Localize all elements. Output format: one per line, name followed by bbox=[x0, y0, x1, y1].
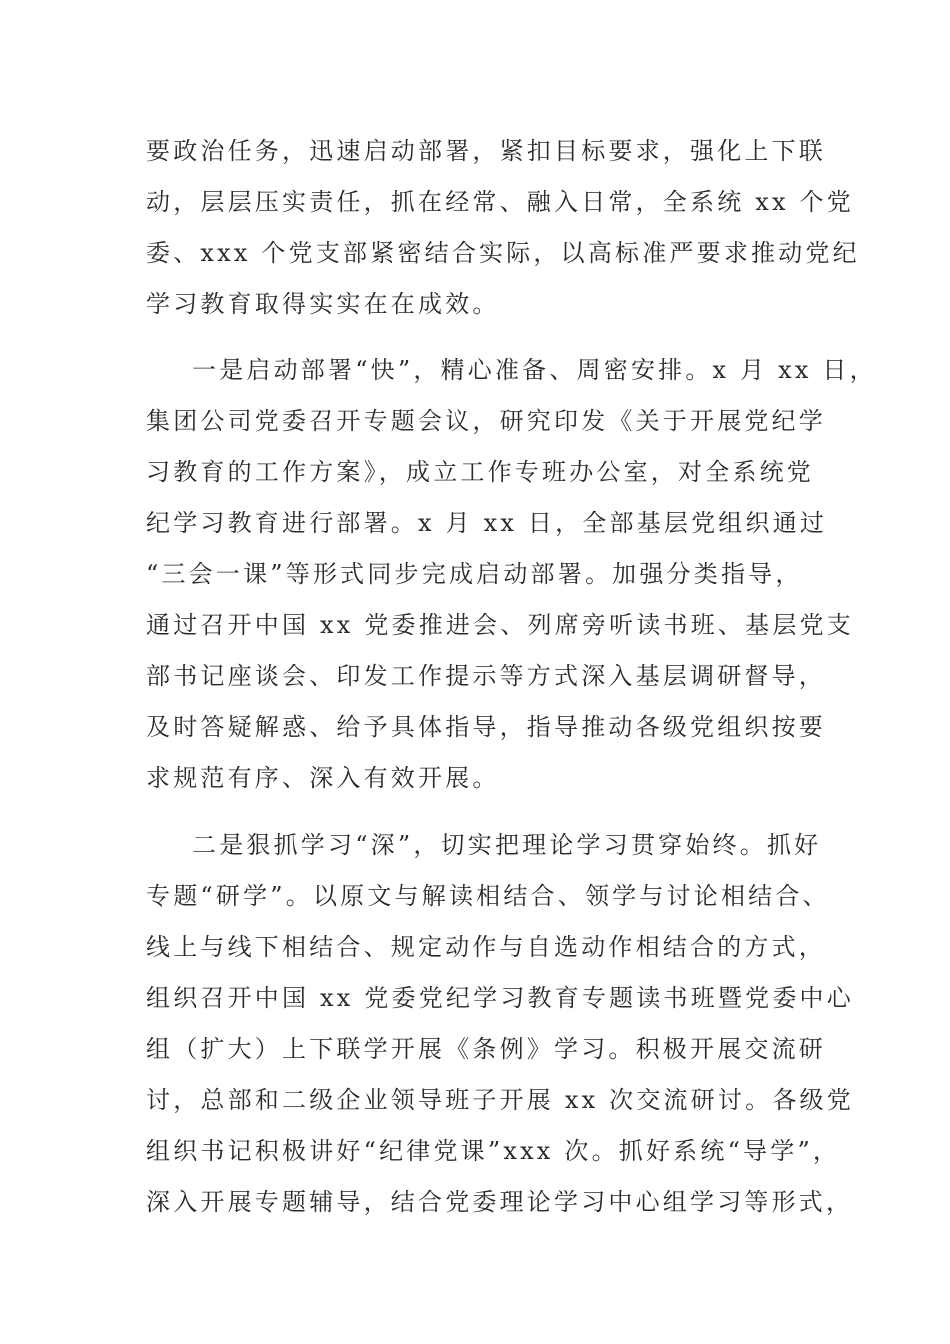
paragraph-2-line-2: 集团公司党委召开专题会议，研究印发《关于开展党纪学 bbox=[146, 407, 826, 435]
paragraph-2-line-3: 习教育的工作方案》，成立工作专班办公室，对全系统党 bbox=[146, 458, 814, 486]
paragraph-1-line-4: 学习教育取得实实在在成效。 bbox=[146, 290, 500, 318]
paragraph-2-line-5: “三会一课”等形式同步完成启动部署。加强分类指导， bbox=[146, 560, 803, 588]
paragraph-2-line-9: 求规范有序、深入有效开展。 bbox=[146, 764, 500, 792]
paragraph-2-line-8: 及时答疑解惑、给予具体指导，指导推动各级党组织按要 bbox=[146, 713, 826, 741]
paragraph-1-line-1: 要政治任务，迅速启动部署，紧扣目标要求，强化上下联 bbox=[146, 137, 826, 165]
paragraph-3-line-5: 组（扩大）上下联学开展《条例》学习。积极开展交流研 bbox=[146, 1035, 826, 1063]
paragraph-3-line-4: 组织召开中国 xx 党委党纪学习教育专题读书班暨党委中心 bbox=[146, 984, 854, 1012]
paragraph-3-line-6: 讨，总部和二级企业领导班子开展 xx 次交流研讨。各级党 bbox=[146, 1086, 854, 1114]
paragraph-2-line-1: 一是启动部署“快”，精心准备、周密安排。x 月 xx 日， bbox=[192, 356, 877, 384]
paragraph-3-line-7: 组织书记积极讲好“纪律党课”xxx 次。抓好系统“导学”， bbox=[146, 1137, 841, 1165]
paragraph-1-line-3: 委、xxx 个党支部紧密结合实际，以高标准严要求推动党纪 bbox=[146, 239, 860, 267]
paragraph-3-line-3: 线上与线下相结合、规定动作与自选动作相结合的方式， bbox=[146, 933, 826, 961]
paragraph-1-line-2: 动，层层压实责任，抓在经常、融入日常，全系统 xx 个党 bbox=[146, 188, 854, 216]
paragraph-3-line-2: 专题“研学”。以原文与解读相结合、领学与讨论相结合、 bbox=[146, 882, 830, 910]
paragraph-3-line-8: 深入开展专题辅导，结合党委理论学习中心组学习等形式， bbox=[146, 1188, 854, 1216]
paragraph-2-line-7: 部书记座谈会、印发工作提示等方式深入基层调研督导， bbox=[146, 662, 826, 690]
paragraph-2-line-6: 通过召开中国 xx 党委推进会、列席旁听读书班、基层党支 bbox=[146, 611, 854, 639]
paragraph-2-line-4: 纪学习教育进行部署。x 月 xx 日，全部基层党组织通过 bbox=[146, 509, 828, 537]
paragraph-3-line-1: 二是狠抓学习“深”，切实把理论学习贯穿始终。抓好 bbox=[192, 831, 822, 859]
